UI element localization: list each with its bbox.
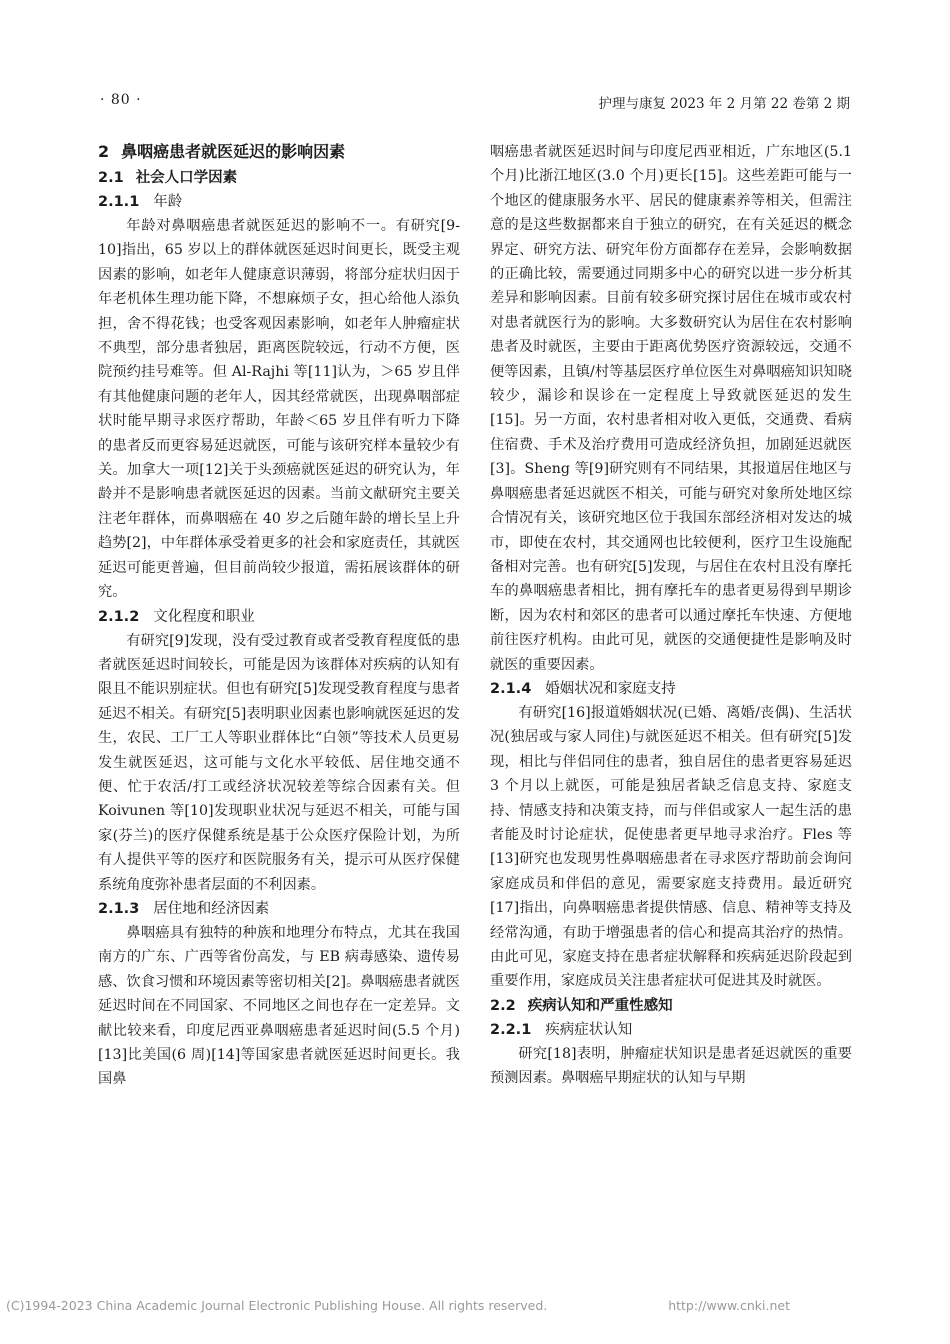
section-number: 2.1.3: [98, 900, 140, 917]
section-number: 2.1: [98, 170, 124, 186]
page-footer: [0, 1298, 950, 1318]
section-number: 2.1.1: [98, 194, 140, 210]
paragraph-symptom: 研究[18]表明，肿瘤症状知识是患者延迟就医的重要预测因素。鼻咽癌早期症状的认知与早期: [490, 1045, 852, 1087]
section-title: 疾病症状认知: [545, 1021, 633, 1038]
page-number: · 80 ·: [100, 92, 142, 108]
section-heading-2-2: [490, 994, 852, 1018]
section-title: 鼻咽癌患者就医延迟的影响因素: [121, 142, 346, 161]
section-title: 年龄: [153, 194, 183, 210]
section-title: 婚姻状况和家庭支持: [545, 680, 676, 697]
copyright-text: (C)1994-2023 China Academic Journal Electronic Publishing House. All rights reserved.: [6, 1298, 548, 1313]
section-number: 2.2.1: [490, 1021, 532, 1038]
section-heading-2: [98, 140, 460, 164]
page-header: [0, 92, 950, 116]
right-column: [490, 140, 852, 1091]
paragraph-residence-cont: 咽癌患者就医延迟时间与印度尼西亚相近，广东地区(5.1 个月)比浙江地区(3.0 个月)更长[15]。这些差距可能与一个地区的健康服务水平、居民的健康素养等相关，但需注意的是这些数据都来自于独立的研究，在有关延迟的概念界定、研究方法、研究年份方面都存在差异，会影响数据的正确比较，需要通过同期多中心的研究以进一步分析其差异和影响因素。目前有较多研究探讨居住在城市或农村对患者就医行为的影响。大多数研究认为居住在农村影响患者及时就医，主要由于距离优势医疗资源较远，交通不便等因素，且镇/村等基层医疗单位医生对鼻咽癌知识知晓较少，漏诊和误诊在一定程度上导致就医延迟的发生[15]。另一方面，农村患者相对收入更低，交通费、看病住宿费、手术及治疗费用可造成经济负担，加剧延迟就医[3]。Sheng 等[9]研究则有不同结果，其报道居住地区与鼻咽癌患者延迟就医不相关，可能与研究对象所处地区综合情况有关，该研究地区位于我国东部经济相对发达的城市，即使在农村，其交通网也比较便利，医疗卫生设施配备相对完善。也有研究[5]发现，与居住在农村且没有摩托车的鼻咽癌患者相比，拥有摩托车的患者更易得到早期诊断，因为农村和郊区的患者可以通过摩托车快速、方便地前往医疗机构。由此可见，就医的交通便捷性是影响及时就医的重要因素。: [490, 144, 852, 673]
section-number: 2.1.4: [490, 680, 532, 697]
section-heading-2-1-2: [98, 605, 460, 629]
section-number: 2: [98, 142, 110, 161]
section-heading-2-2-1: [490, 1018, 852, 1042]
section-title: 居住地和经济因素: [153, 900, 270, 917]
section-heading-2-1-1: [98, 190, 460, 214]
section-number: 2.2: [490, 997, 516, 1014]
paragraph-age: 年龄对鼻咽癌患者就医延迟的影响不一。有研究[9-10]指出，65 岁以上的群体就医延迟时间更长，既受主观因素的影响，如老年人健康意识薄弱，将部分症状归因于年老机体生理功能下降，不想麻烦子女，担心给他人添负担，舍不得花钱；也受客观因素影响，如老年人肿瘤症状不典型，部分患者独居，距离医院较远，行动不方便，医院预约挂号难等。但 Al-Rajhi 等[11]认为，＞65 岁且伴有其他健康问题的老年人，因其经常就医，出现鼻咽部症状时能早期寻求医疗帮助，年龄＜65 岁且伴有听力下降的患者反而更容易延迟就医，可能与该研究样本量较少有关。加拿大一项[12]关于头颈癌就医延迟的研究认为，年龄并不是影响患者就医延迟的因素。当前文献研究主要关注老年群体，而鼻咽癌在 40 岁之后随年龄的增长呈上升趋势[2]，中年群体承受着更多的社会和家庭责任，其就医延迟可能更普遍，但目前尚较少报道，需拓展该群体的研究。: [98, 218, 460, 601]
paragraph-marriage: 有研究[16]报道婚姻状况(已婚、离婚/丧偶)、生活状况(独居或与家人同住)与就医延迟不相关。但有研究[5]发现，相比与伴侣同住的患者，独自居住的患者更容易延迟 3 个月以上就医，可能是独居者缺乏信息支持、家庭支持、情感支持和决策支持，而与伴侣或家人一起生活的患者能及时讨论症状，促使患者更早地寻求治疗。Fles 等[13]研究也发现男性鼻咽癌患者在寻求医疗帮助前会询问家庭成员和伴侣的意见，需要家庭支持费用。最近研究[17]指出，向鼻咽癌患者提供情感、信息、精神等支持及经常沟通，有助于增强患者的信心和提高其治疗的热情。由此可见，家庭支持在患者症状解释和疾病延迟阶段起到重要作用，家庭成员关注患者症状可促进其及时就医。: [490, 704, 852, 990]
paragraph-education: 有研究[9]发现，没有受过教育或者受教育程度低的患者就医延迟时间较长，可能是因为该群体对疾病的认知有限且不能识别症状。但也有研究[5]发现受教育程度与患者延迟不相关。有研究[5]表明职业因素也影响就医延迟的发生，农民、工厂工人等职业群体比“白领”等技术人员更易发生就医延迟，这可能与文化水平较低、居住地交通不便、忙于农活/打工或经济状况较差等综合因素有关。但 Koivunen 等[10]发现职业状况与延迟不相关，可能与国家(芬兰)的医疗保健系统是基于公众医疗保险计划，为所有人提供平等的医疗和医院服务有关，提示可从医疗保健系统角度弥补患者层面的不利因素。: [98, 632, 460, 893]
site-link[interactable]: http://www.cnki.net: [668, 1298, 790, 1313]
section-heading-2-1-4: [490, 677, 852, 701]
section-title: 社会人口学因素: [135, 170, 238, 186]
left-column: [98, 140, 460, 1092]
section-title: 疾病认知和严重性感知: [527, 997, 673, 1014]
section-number: 2.1.2: [98, 608, 140, 625]
journal-info: 护理与康复 2023 年 2 月第 22 卷第 2 期: [598, 96, 850, 112]
section-title: 文化程度和职业: [153, 608, 255, 625]
section-heading-2-1-3: [98, 897, 460, 921]
paragraph-residence: 鼻咽癌具有独特的种族和地理分布特点，尤其在我国南方的广东、广西等省份高发，与 EB 病毒感染、遗传易感、饮食习惯和环境因素等密切相关[2]。鼻咽癌患者就医延迟时间在不同国家、不同地区之间也存在一定差异。文献比较来看，印度尼西亚鼻咽癌患者延迟时间(5.5 个月)[13]比美国(6 周)[14]等国家患者就医延迟时间更长。我国鼻: [98, 924, 460, 1088]
section-heading-2-1: [98, 166, 460, 190]
